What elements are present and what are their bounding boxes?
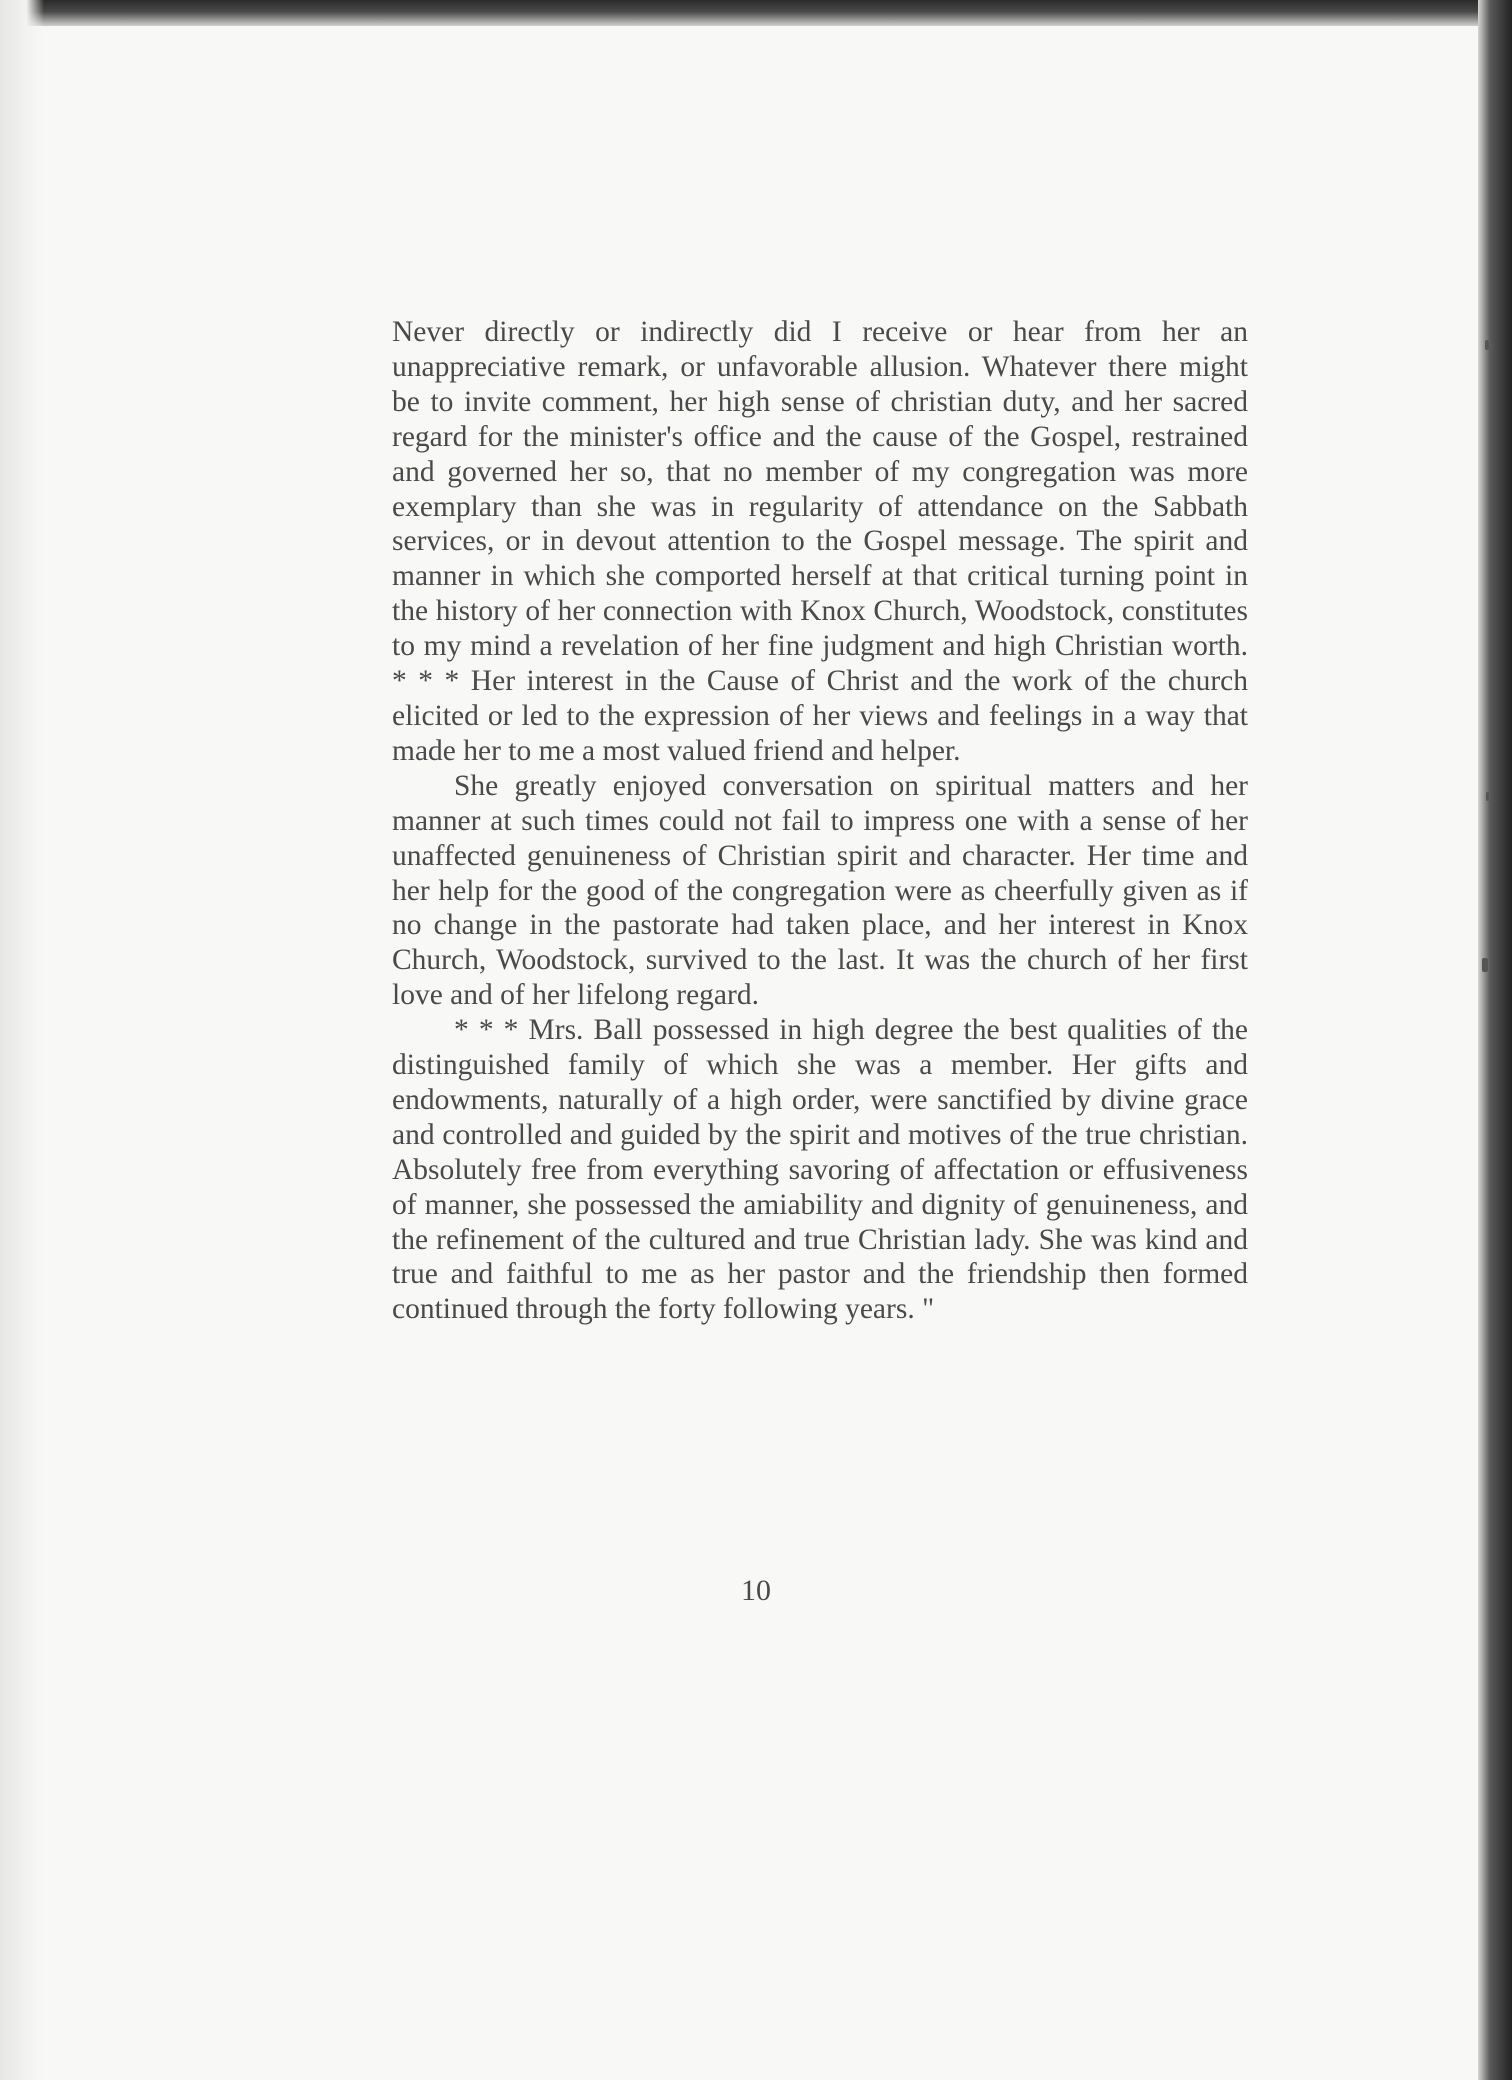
scan-edge-top bbox=[0, 0, 1512, 26]
scan-speck bbox=[1485, 340, 1489, 350]
paragraph-2: She greatly enjoyed conversation on spiritual matters and her manner at such times could not fail to impress one with a sense of her unaffected genuineness of Christian spirit and character. Her time and her help for the good of the congregation were as cheerfully given as if no change in the pastorate had taken place, and her interest in Knox Church, Woodstock, survived to the last. It was the church of her first love and of her lifelong regard. bbox=[392, 769, 1248, 1012]
scan-speck bbox=[1486, 792, 1489, 801]
paragraph-1: Never directly or indirectly did I receive or hear from her an unappreciative remark, or unfavorable allusion. Whatever there might be to invite comment, her high sense of christian duty, and her sacred regard for the minister's office and the cause of the Gospel, restrained and governed her so, that no member of my congregation was more exemplary than she was in regularity of attendance on the Sabbath services, or in devout attention to the Gospel message. The spirit and manner in which she comported herself at that critical turning point in the history of her connection with Knox Church, Woodstock, constitutes to my mind a revelation of her fine judgment and high Christian worth. * * * Her interest in the Cause of Christ and the work of the church elicited or led to the expression of her views and feelings in a way that made her to me a most valued friend and helper. bbox=[392, 316, 1248, 767]
scan-edge-left bbox=[0, 0, 44, 2080]
body-text bbox=[392, 315, 1248, 1327]
page-number: 10 bbox=[741, 1574, 771, 1607]
scan-edge-right bbox=[1478, 0, 1512, 2080]
scan-speck bbox=[1482, 958, 1488, 972]
paragraph-3: * * * Mrs. Ball possessed in high degree the best qualities of the distinguished family of which she was a member. Her gifts and endowments, naturally of a high order, were sanctified by divine grace and controlled and guided by the spirit and motives of the true christian. Absolutely free from everything savoring of affectation or effusiveness of manner, she possessed the amiability and dignity of genuineness, and the refinement of the cultured and true Christian lady. She was kind and true and faithful to me as her pastor and the friendship then formed continued through the forty following years. " bbox=[392, 1014, 1248, 1326]
